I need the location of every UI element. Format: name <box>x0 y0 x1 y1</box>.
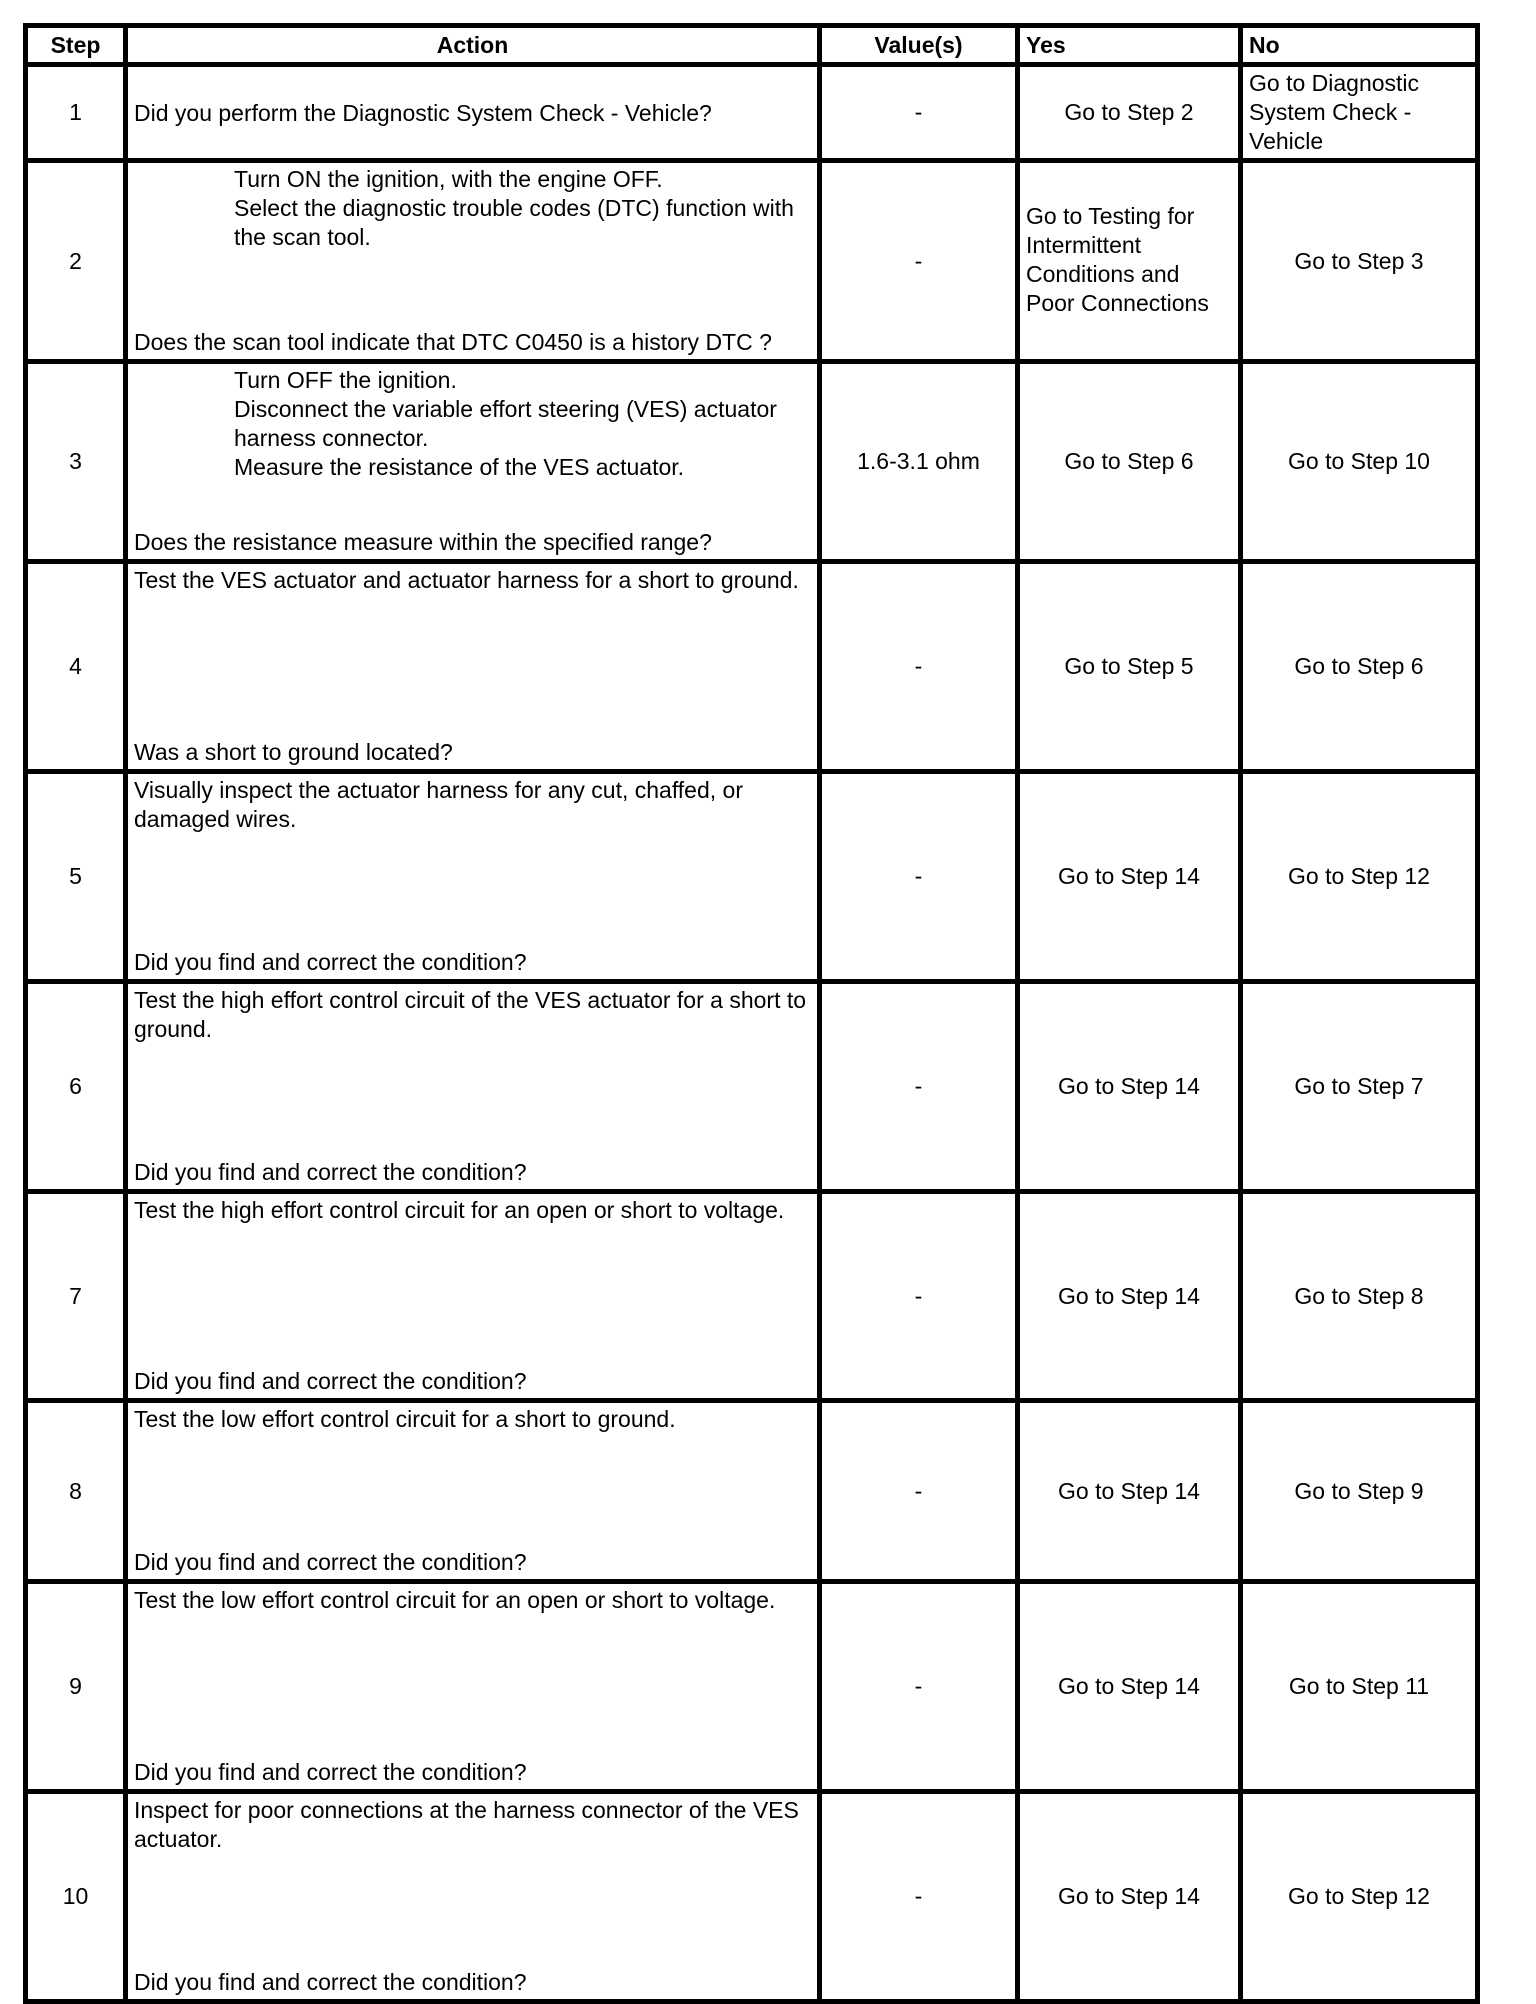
table-row <box>26 161 1478 362</box>
header-yes: Yes <box>1018 26 1241 65</box>
action-text: Test the high effort control circuit of the VES actuator for a short to ground. <box>134 987 807 1042</box>
diagnostic-table <box>23 23 1480 2004</box>
step-number: 5 <box>26 772 126 982</box>
step-number: 3 <box>26 362 126 562</box>
action-text: Test the low effort control circuit for an open or short to voltage. <box>134 1587 776 1613</box>
action-cell <box>126 65 820 161</box>
header-row <box>26 26 1478 65</box>
table-row <box>26 1401 1478 1582</box>
no-cell: Go to Step 6 <box>1241 562 1478 772</box>
action-step: Measure the resistance of the VES actuator. <box>234 454 685 480</box>
action-question: Did you find and correct the condition? <box>134 949 527 975</box>
yes-cell: Go to Step 6 <box>1018 362 1241 562</box>
action-cell <box>126 982 820 1192</box>
value-cell: - <box>820 161 1018 362</box>
value-cell: - <box>820 1192 1018 1401</box>
table-row <box>26 362 1478 562</box>
step-number: 6 <box>26 982 126 1192</box>
yes-cell: Go to Testing for Intermittent Conditions and Poor Connections <box>1018 161 1241 362</box>
action-question: Was a short to ground located? <box>134 739 453 765</box>
no-cell: Go to Diagnostic System Check - Vehicle <box>1241 65 1478 161</box>
table-row <box>26 1192 1478 1401</box>
step-number: 8 <box>26 1401 126 1582</box>
table-row <box>26 562 1478 772</box>
value-cell: - <box>820 1401 1018 1582</box>
table-row <box>26 65 1478 161</box>
yes-cell: Go to Step 14 <box>1018 772 1241 982</box>
no-cell: Go to Step 10 <box>1241 362 1478 562</box>
yes-cell: Go to Step 2 <box>1018 65 1241 161</box>
action-cell <box>126 362 820 562</box>
no-cell: Go to Step 8 <box>1241 1192 1478 1401</box>
yes-cell: Go to Step 14 <box>1018 1582 1241 1792</box>
action-cell <box>126 1582 820 1792</box>
action-cell <box>126 161 820 362</box>
header-step: Step <box>26 26 126 65</box>
action-question: Does the scan tool indicate that DTC C0450 is a history DTC ? <box>134 329 772 355</box>
action-cell <box>126 562 820 772</box>
no-cell: Go to Step 9 <box>1241 1401 1478 1582</box>
action-steps <box>134 163 811 252</box>
action-text: Test the VES actuator and actuator harness for a short to ground. <box>134 567 799 593</box>
header-no: No <box>1241 26 1478 65</box>
value-cell: - <box>820 562 1018 772</box>
table-row <box>26 1792 1478 2002</box>
yes-cell: Go to Step 14 <box>1018 1792 1241 2002</box>
action-cell <box>126 772 820 982</box>
yes-cell: Go to Step 14 <box>1018 982 1241 1192</box>
value-cell: - <box>820 1792 1018 2002</box>
no-cell: Go to Step 11 <box>1241 1582 1478 1792</box>
step-number: 2 <box>26 161 126 362</box>
action-step: Turn OFF the ignition. <box>234 367 457 393</box>
value-cell: - <box>820 982 1018 1192</box>
yes-cell: Go to Step 5 <box>1018 562 1241 772</box>
action-cell <box>126 1192 820 1401</box>
action-text: Inspect for poor connections at the harness connector of the VES actuator. <box>134 1797 799 1852</box>
header-values: Value(s) <box>820 26 1018 65</box>
value-cell: 1.6-3.1 ohm <box>820 362 1018 562</box>
table-row <box>26 772 1478 982</box>
step-number: 4 <box>26 562 126 772</box>
action-question: Did you find and correct the condition? <box>134 1368 527 1394</box>
no-cell: Go to Step 3 <box>1241 161 1478 362</box>
step-number: 7 <box>26 1192 126 1401</box>
action-text: Test the low effort control circuit for a short to ground. <box>134 1406 676 1432</box>
action-steps <box>134 364 811 482</box>
action-step: Disconnect the variable effort steering (VES) actuator harness connector. <box>234 396 777 451</box>
step-number: 1 <box>26 65 126 161</box>
no-cell: Go to Step 12 <box>1241 772 1478 982</box>
table-row <box>26 982 1478 1192</box>
no-cell: Go to Step 12 <box>1241 1792 1478 2002</box>
yes-cell: Go to Step 14 <box>1018 1192 1241 1401</box>
value-cell: - <box>820 772 1018 982</box>
value-cell: - <box>820 65 1018 161</box>
action-question: Did you find and correct the condition? <box>134 1969 527 1995</box>
action-text: Did you perform the Diagnostic System Check - Vehicle? <box>134 100 712 126</box>
yes-cell: Go to Step 14 <box>1018 1401 1241 1582</box>
no-cell: Go to Step 7 <box>1241 982 1478 1192</box>
action-cell <box>126 1792 820 2002</box>
step-number: 10 <box>26 1792 126 2002</box>
action-text: Test the high effort control circuit for an open or short to voltage. <box>134 1197 785 1223</box>
action-question: Did you find and correct the condition? <box>134 1759 527 1785</box>
header-action: Action <box>126 26 820 65</box>
action-question: Did you find and correct the condition? <box>134 1159 527 1185</box>
step-number: 9 <box>26 1582 126 1792</box>
action-question: Does the resistance measure within the specified range? <box>134 529 712 555</box>
action-text: Visually inspect the actuator harness for any cut, chaffed, or damaged wires. <box>134 777 743 832</box>
action-step: Select the diagnostic trouble codes (DTC) function with the scan tool. <box>234 195 794 250</box>
action-step: Turn ON the ignition, with the engine OFF. <box>234 166 663 192</box>
value-cell: - <box>820 1582 1018 1792</box>
action-question: Did you find and correct the condition? <box>134 1549 527 1575</box>
action-cell <box>126 1401 820 1582</box>
table-row <box>26 1582 1478 1792</box>
